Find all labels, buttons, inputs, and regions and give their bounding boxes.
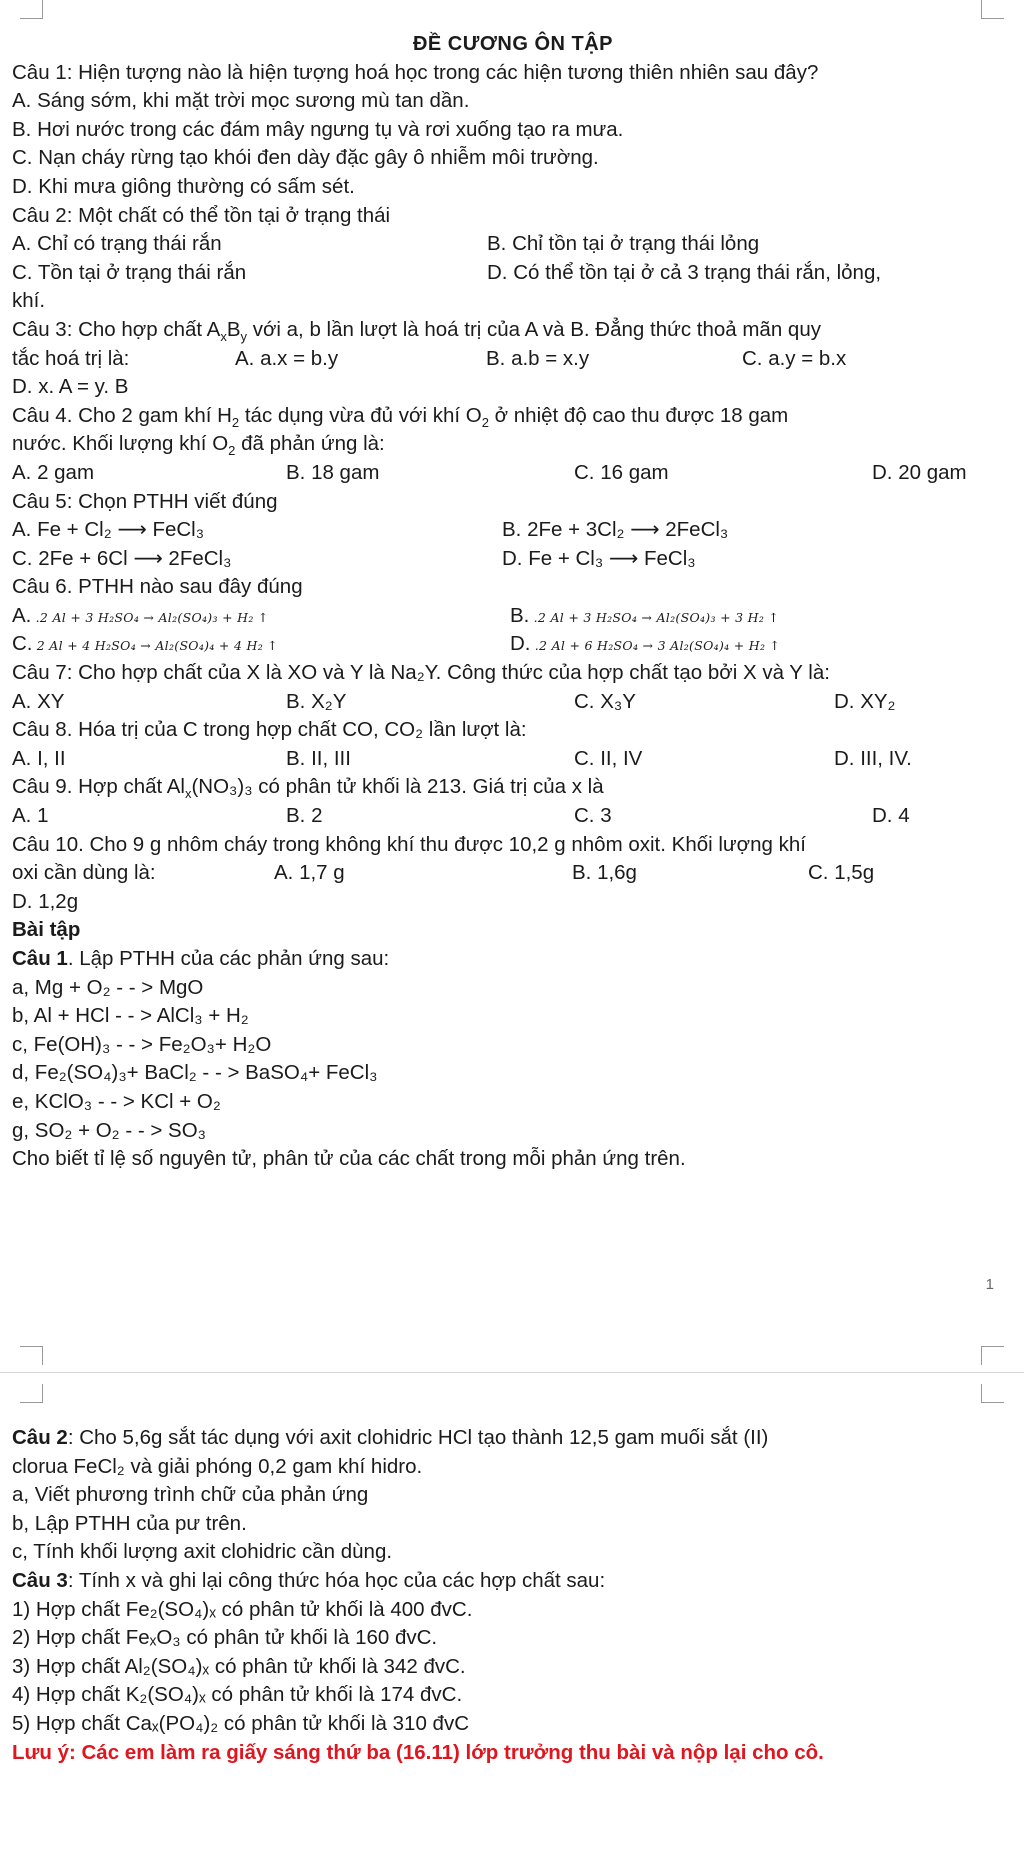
q8-option-d: D. III, IV. [834, 746, 912, 770]
question-8: Câu 8. Hóa trị của C trong hợp chất CO, CO₂ lần lượt là: [12, 718, 527, 742]
q4-text-3: ở nhiệt độ cao thu được 18 gam [488, 403, 789, 427]
q4-sub-2: 2 [481, 414, 489, 430]
q6-label-b: B. [510, 603, 530, 627]
q8-option-a: A. I, II [12, 746, 66, 770]
crop-mark-top-left-p2 [20, 1384, 43, 1403]
q3-option-a: A. a.x = b.y [235, 346, 339, 370]
exercise-1 [12, 945, 1014, 974]
q7-option-b: B. X₂Y [286, 689, 347, 713]
q3-text-3: tắc hoá trị là: [12, 346, 130, 370]
document-title: ĐỀ CƯƠNG ÔN TẬP [412, 33, 614, 55]
q8-options [12, 745, 1014, 774]
exercise-3-item-1: 1) Hợp chất Fe₂(SO₄)ₓ có phân tử khối là 400 đvC. [12, 1597, 473, 1621]
q6-option-d [510, 630, 780, 661]
q5-options-ab [12, 516, 1014, 545]
exercise-3 [12, 1567, 1014, 1596]
exercise-1-text: . Lập PTHH của các phản ứng sau: [67, 947, 390, 970]
q4-text-5: đã phản ứng là: [235, 432, 385, 456]
q6-equation-c: 2 Al + 4 H₂SO₄ → Al₂(SO₄)₄ + 4 H₂ ↑ [32, 638, 279, 654]
page-1-content [12, 30, 1014, 1174]
submission-note: Lưu ý: Các em làm ra giấy sáng thứ ba (16.11) lớp trưởng thu bài và nộp lại cho cô. [12, 1740, 824, 1764]
page-separator [0, 1372, 1024, 1373]
crop-mark-bottom-left [20, 1346, 43, 1365]
q4-options [12, 459, 1014, 488]
q3-text-1: Câu 3: Cho hợp chất A [12, 317, 221, 341]
q6-option-a [12, 602, 269, 633]
q5-option-c: C. 2Fe + 6Cl ⟶ 2FeCl₃ [12, 546, 232, 570]
q7-option-d: D. XY₂ [834, 689, 896, 713]
q1-option-c: C. Nạn cháy rừng tạo khói đen dày đặc gây ô nhiễm môi trường. [12, 146, 599, 170]
q10-text-2: oxi cần dùng là: [12, 861, 156, 885]
q3-option-c: C. a.y = b.x [742, 346, 847, 370]
question-2: Câu 2: Một chất có thể tồn tại ở trạng thái [12, 203, 391, 227]
exercise-3-item-2: 2) Hợp chất FeₓO₃ có phân tử khối là 160 đvC. [12, 1626, 438, 1650]
question-6: Câu 6. PTHH nào sau đây đúng [12, 575, 303, 599]
q7-option-c: C. X₃Y [574, 689, 636, 713]
question-1: Câu 1: Hiện tượng nào là hiện tượng hoá học trong các hiện tương thiên nhiên sau đây? [12, 60, 819, 84]
exercise-3-item-5: 5) Hợp chất Caₓ(PO₄)₂ có phân tử khối là 310 đvC [12, 1711, 470, 1735]
q1-option-d: D. Khi mưa giông thường có sấm sét. [12, 174, 355, 198]
reaction-a: a, Mg + O₂ - - > MgO [12, 975, 204, 999]
q4-option-b: B. 18 gam [286, 460, 380, 484]
q7-options [12, 688, 1014, 717]
question-4-line-2 [12, 430, 1014, 459]
q3-text-2: với a, b lần lượt là hoá trị của A và B. Đẳng thức thoả mãn quy [247, 317, 821, 341]
question-5: Câu 5: Chọn PTHH viết đúng [12, 489, 278, 513]
q6-label-a: A. [12, 603, 32, 627]
q4-option-d: D. 20 gam [872, 460, 967, 484]
q4-text-1: Câu 4. Cho 2 gam khí H [12, 403, 232, 427]
q9-text-2: (NO₃)₃ có phân tử khối là 213. Giá trị của x là [191, 775, 604, 799]
q8-option-b: B. II, III [286, 746, 351, 770]
q1-option-b: B. Hơi nước trong các đám mây ngưng tụ và rơi xuống tạo ra mưa. [12, 117, 624, 141]
q9-text-1: Câu 9. Hợp chất Al [12, 775, 185, 799]
q9-option-b: B. 2 [286, 804, 323, 828]
page-2 [0, 1384, 1024, 1868]
q2-options-cd [12, 259, 1014, 288]
reaction-g: g, SO₂ + O₂ - - > SO₃ [12, 1118, 207, 1142]
q3-options-abc [12, 345, 1014, 374]
reaction-b: b, Al + HCl - - > AlCl₃ + H₂ [12, 1004, 249, 1028]
page-2-content [12, 1424, 1014, 1767]
reaction-c: c, Fe(OH)₃ - - > Fe₂O₃+ H₂O [12, 1032, 272, 1056]
q3-text-b: B [226, 317, 241, 341]
q10-options-abc [12, 859, 1014, 888]
exercise-1-note: Cho biết tỉ lệ số nguyên tử, phân tử của các chất trong mỗi phản ứng trên. [12, 1147, 686, 1171]
exercise-2-part-c: c, Tính khối lượng axit clohidric cần dùng. [12, 1540, 393, 1564]
q4-sub-3: 2 [228, 443, 236, 459]
q8-option-c: C. II, IV [574, 746, 643, 770]
exercise-2-part-b: b, Lập PTHH của pư trên. [12, 1511, 247, 1535]
q5-option-a: A. Fe + Cl₂ ⟶ FeCl₃ [12, 518, 205, 542]
reaction-e: e, KClO₃ - - > KCl + O₂ [12, 1089, 221, 1113]
q6-equation-b: .2 Al + 3 H₂SO₄ → Al₂(SO₄)₃ + 3 H₂ ↑ [529, 609, 780, 625]
q6-equation-d: .2 Al + 6 H₂SO₄ → 3 Al₂(SO₄)₄ + H₂ ↑ [530, 638, 781, 654]
exercise-2-part-a: a, Viết phương trình chữ của phản ứng [12, 1483, 369, 1507]
q9-option-a: A. 1 [12, 804, 49, 828]
q3-sub-x: x [220, 329, 227, 345]
exercise-heading: Bài tập [12, 918, 81, 942]
question-3 [12, 316, 1014, 345]
exercise-2-line-2: clorua FeCl₂ và giải phóng 0,2 gam khí hidro. [12, 1454, 423, 1478]
q6-label-d: D. [510, 632, 531, 656]
q6-options-ab [12, 602, 1014, 631]
exercise-2 [12, 1424, 1014, 1453]
q2-option-c: C. Tồn tại ở trạng thái rắn [12, 260, 247, 284]
q2-options-ab [12, 230, 1014, 259]
q2-option-a: A. Chỉ có trạng thái rắn [12, 232, 222, 256]
q9-option-d: D. 4 [872, 804, 910, 828]
crop-mark-bottom-right [981, 1346, 1004, 1365]
q3-option-d: D. x. A = y. B [12, 375, 129, 399]
crop-mark-top-right [981, 0, 1004, 19]
reaction-d: d, Fe₂(SO₄)₃+ BaCl₂ - - > BaSO₄+ FeCl₃ [12, 1061, 378, 1085]
q4-text-2: tác dụng vừa đủ với khí O [239, 403, 482, 427]
q9-option-c: C. 3 [574, 804, 612, 828]
q6-label-c: C. [12, 632, 33, 656]
q10-option-b: B. 1,6g [572, 861, 637, 885]
q2-option-d-continued: khí. [12, 289, 46, 313]
q5-options-cd [12, 545, 1014, 574]
exercise-1-label: Câu 1 [12, 947, 68, 970]
question-10: Câu 10. Cho 9 g nhôm cháy trong không khí thu được 10,2 g nhôm oxit. Khối lượng khí [12, 832, 806, 856]
exercise-2-label: Câu 2 [12, 1426, 68, 1449]
exercise-3-text: : Tính x và ghi lại công thức hóa học của các hợp chất sau: [67, 1568, 606, 1592]
q5-option-b: B. 2Fe + 3Cl₂ ⟶ 2FeCl₃ [502, 518, 729, 542]
q6-option-b [510, 602, 779, 633]
crop-mark-top-left [20, 0, 43, 19]
q2-option-d: D. Có thể tồn tại ở cả 3 trạng thái rắn, lỏng, [487, 260, 882, 284]
q10-option-c: C. 1,5g [808, 861, 875, 885]
q9-options [12, 802, 1014, 831]
exercise-3-label: Câu 3 [12, 1568, 68, 1592]
q3-option-b: B. a.b = x.y [486, 346, 590, 370]
question-7: Câu 7: Cho hợp chất của X là XO và Y là Na₂Y. Công thức của hợp chất tạo bởi X và Y là: [12, 661, 830, 685]
q5-option-d: D. Fe + Cl₃ ⟶ FeCl₃ [502, 546, 696, 570]
q10-option-d: D. 1,2g [12, 889, 79, 913]
exercise-3-item-4: 4) Hợp chất K₂(SO₄)ₓ có phân tử khối là 174 đvC. [12, 1683, 463, 1707]
q10-option-a: A. 1,7 g [274, 861, 345, 885]
q7-option-a: A. XY [12, 689, 65, 713]
q6-options-cd [12, 630, 1014, 659]
q9-sub-x: x [184, 786, 192, 802]
q6-option-c [12, 630, 278, 661]
q2-option-b: B. Chỉ tồn tại ở trạng thái lỏng [487, 232, 760, 256]
question-9 [12, 773, 1014, 802]
question-4 [12, 402, 1014, 431]
q3-sub-y: y [240, 329, 248, 345]
exercise-2-text-1: : Cho 5,6g sắt tác dụng với axit clohidric HCl tạo thành 12,5 gam muối sắt (II) [67, 1426, 769, 1449]
q6-equation-a: .2 Al + 3 H₂SO₄ → Al₂(SO₄)₃ + H₂ ↑ [31, 609, 269, 625]
q4-option-a: A. 2 gam [12, 460, 95, 484]
q4-sub-1: 2 [231, 414, 240, 430]
page-number: 1 [985, 1276, 994, 1293]
q1-option-a: A. Sáng sớm, khi mặt trời mọc sương mù tan dần. [12, 89, 470, 113]
exercise-3-item-3: 3) Hợp chất Al₂(SO₄)ₓ có phân tử khối là 342 đvC. [12, 1654, 466, 1678]
q4-text-4: nước. Khối lượng khí O [12, 432, 229, 456]
crop-mark-top-right-p2 [981, 1384, 1004, 1403]
q4-option-c: C. 16 gam [574, 460, 669, 484]
